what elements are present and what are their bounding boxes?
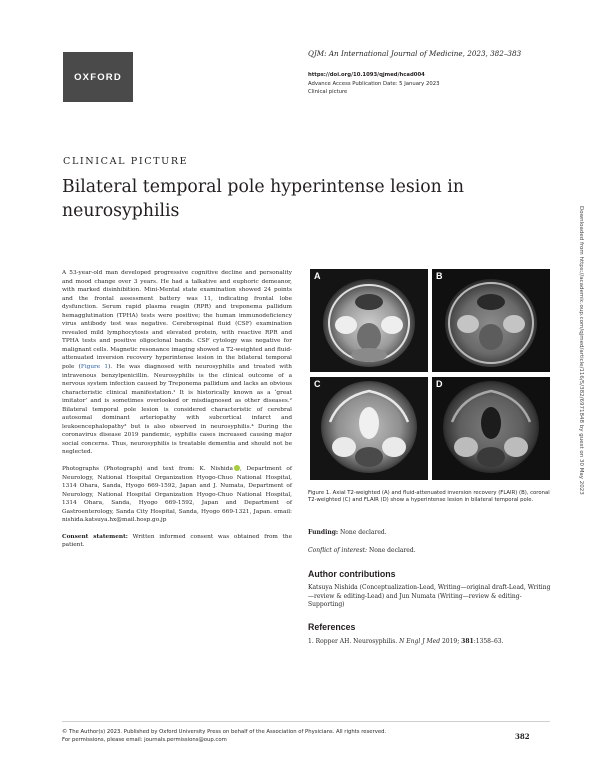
author-affiliation: [62, 465, 292, 525]
mri-coronal-t2-image: [310, 377, 428, 480]
mri-panel-d: [432, 377, 550, 480]
funding-label: Funding:: [308, 529, 339, 536]
advance-access-date: Advance Access Publication Date: 5 January 2023: [308, 80, 440, 87]
funding-text: None declared.: [338, 529, 387, 536]
article-body: [62, 269, 292, 558]
article-meta: [308, 71, 439, 97]
figure-1[interactable]: [310, 269, 550, 480]
funding-statement: [308, 529, 552, 537]
body-text-part: A 53-year-old man developed progressive cognitive decline and personality and mood change over 3 years. He had a talkative and euphoric demeanor, with marked disinhibition. Mini-Mental state examination showed 24 points and the frontal assessment battery was 11, indicating frontal lobe dysfunction. Serum rapid plasma reagin (RPR) and treponema pallidum hemagglutination (TPHA) tests were positive; the human immunodeficiency virus antibody test was negative. Cerebrospinal fluid (CSF) examination revealed mild lymphocytosis and elevated protein, with reactive RPR and TPHA tests and positive oligoclonal bands. CSF cytology was negative for malignant cells. Magnetic resonance imaging showed a T2-weighted and fluid-attenuated inversion recovery hyperintense lesion in the bilateral temporal pole (: [62, 270, 292, 371]
download-watermark: Downloaded from https://academic.oup.com/qjmed/article/116/5/382/6971848 by guest on 30 May 2023: [578, 206, 584, 495]
photo-credit: Photographs (Photograph) and text from: K. Nishida: [62, 466, 233, 473]
declarations: [308, 529, 552, 646]
affiliation-text: , Department of Neurology, National Hospital Organization Hyogo-Chuo National Hospital, 1314 Ohara, Sanda, Hyogo 669-1592, Japan and J. Numata, Department of Neurology, National Hospital Organization Hyogo-Chuo National Hospital, 1314 Ohara, Sanda, Hyogo 669-1592, Japan and Department of Gastroenterology, Sanda City Hospital, Sanda, Hyogo 669-1321, Japan. email: nishida.katsuya.hx@mail.hosp.go.jp: [62, 466, 293, 524]
journal-citation: QJM: An International Journal of Medicine, 2023, 382–383: [308, 49, 522, 58]
consent-text: Written informed consent was obtained from the patient.: [62, 533, 292, 549]
reference-text: :1358–63.: [473, 637, 504, 645]
figure-1-link[interactable]: Figure 1: [80, 364, 109, 371]
panel-label-a: A: [314, 271, 321, 281]
reference-text: 1. Ropper AH. Neurosyphilis.: [308, 637, 400, 645]
reference-text: 2019;: [440, 637, 462, 645]
mri-panel-a: [310, 269, 428, 372]
mri-axial-t2-image: [310, 269, 428, 372]
article-title: Bilateral temporal pole hyperintense lesion in neurosyphilis: [62, 177, 464, 221]
conflict-text: None declared.: [367, 547, 416, 555]
doi-link[interactable]: https://doi.org/10.1093/qjmed/hcad004: [308, 72, 425, 78]
mri-panel-b: [432, 269, 550, 372]
consent-statement: [62, 533, 292, 550]
conflict-label: Conflict of interest:: [308, 547, 368, 555]
contributions-text: Katsuya Nishida (Conceptualization-Lead, Writing—original draft-Lead, Writing—review & editing-Lead) and Jun Numata (Writing—review & editing-Supporting): [308, 584, 551, 609]
reference-1: [308, 638, 552, 646]
oxford-logo: OXFORD: [63, 52, 133, 102]
mri-coronal-flair-image: [432, 377, 550, 480]
references-heading: References: [308, 622, 356, 633]
mri-axial-flair-image: [432, 269, 550, 372]
copyright-footer: [62, 728, 386, 744]
permissions-line: For permissions, please email: journals.permissions@oup.com: [62, 737, 227, 743]
article-type: Clinical picture: [308, 89, 348, 96]
mri-panel-c: [310, 377, 428, 480]
panel-label-d: D: [436, 379, 443, 389]
copyright-line: © The Author(s) 2023. Published by Oxford University Press on behalf of the Association of Physicians. All rights reserved.: [62, 729, 387, 735]
contributions-heading: Author contributions: [308, 568, 396, 579]
body-text-part: ). He was diagnosed with neurosyphilis and treated with intravenous benzylpenicillin. Neurosyphilis is the clinical outcome of a nervous system infection caused by Treponema pallidum and lacks an obvious characteristic clinical manifestation.¹ It is historically known as a ‘great imitator’ and is sometimes overlooked or misdiagnosed as other diseases.² Bilateral temporal pole lesion is considered characteristic of cerebral autosomal dominant arteriopathy with subcortical infarct and leukoencephalopathy³ but is also observed in neurosyphilis.⁴ During the coronavirus disease 2019 pandemic, syphilis cases increased causing major social concerns. Thus, neurosyphilis is treatable dementia and should not be neglected.: [62, 364, 292, 456]
reference-volume: 381: [461, 637, 474, 645]
figure-caption: Figure 1. Axial T2-weighted (A) and fluid-attenuated inversion recovery (FLAIR) (B), coronal T2-weighted (C) and FLAIR (D) show a hyperintense lesion in bilateral temporal pole.: [308, 490, 550, 504]
conflict-statement: [308, 547, 552, 555]
reference-journal: N Engl J Med: [399, 637, 441, 645]
section-label: CLINICAL PICTURE: [63, 156, 189, 167]
body-paragraph: [62, 269, 292, 457]
panel-label-b: B: [436, 271, 443, 281]
footer-divider: [62, 721, 550, 722]
panel-label-c: C: [314, 379, 321, 389]
consent-label: Consent statement:: [62, 533, 128, 540]
page-number: 382: [515, 732, 530, 741]
